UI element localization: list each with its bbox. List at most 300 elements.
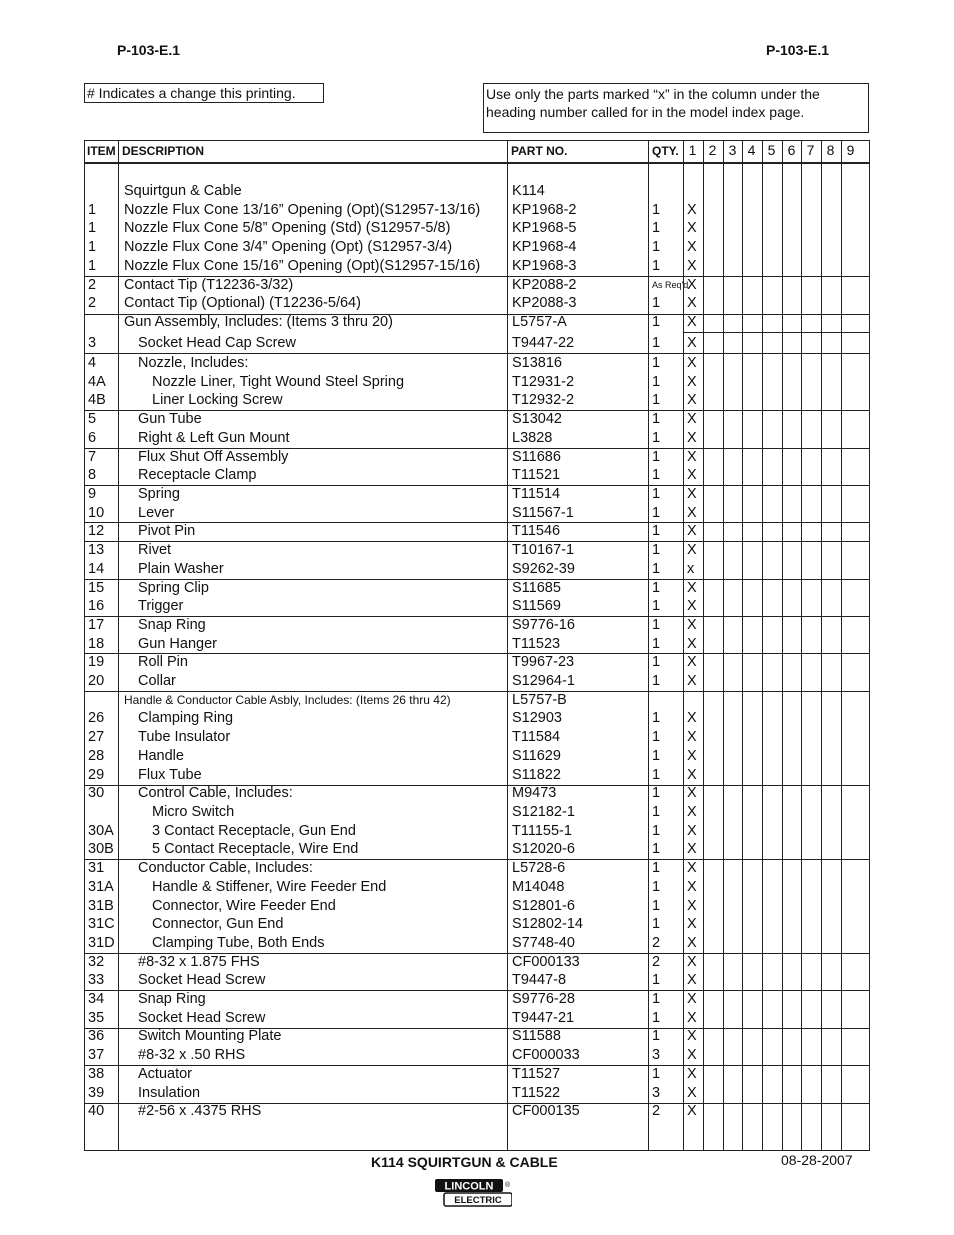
part-number: S11822 (512, 767, 561, 783)
row-divider (85, 353, 869, 354)
item-description: Insulation (138, 1085, 201, 1101)
quantity: 1 (652, 617, 661, 633)
part-number: S11567-1 (512, 505, 574, 521)
column-divider (841, 141, 842, 1150)
model-column-2: 2 (708, 142, 717, 158)
item-number: 10 (88, 505, 105, 521)
item-description: Nozzle Flux Cone 13/16” Opening (Opt)(S12957-13/16) (124, 202, 481, 218)
quantity: 1 (652, 295, 661, 311)
table-row (85, 334, 871, 353)
model-1-mark: X (687, 804, 697, 820)
table-row (85, 373, 871, 392)
item-description: Plain Washer (138, 561, 224, 577)
quantity: 1 (652, 542, 661, 558)
quantity: 1 (652, 748, 661, 764)
table-row (85, 766, 871, 785)
header-qty: QTY. (652, 144, 679, 158)
quantity: 1 (652, 239, 661, 255)
item-description: Rivet (138, 542, 172, 558)
item-number: 28 (88, 748, 105, 764)
model-1-mark: X (687, 954, 697, 970)
model-1-mark: X (687, 935, 697, 951)
row-divider (85, 276, 869, 277)
part-number: T9447-22 (512, 335, 575, 351)
model-1-mark: X (687, 636, 697, 652)
item-number: 17 (88, 617, 105, 633)
column-divider (723, 141, 724, 1150)
part-number: S9776-16 (512, 617, 575, 633)
item-description: Collar (138, 673, 176, 689)
table-row (85, 897, 871, 916)
model-1-mark: X (687, 449, 697, 465)
model-1-mark: X (687, 1047, 697, 1063)
part-number: S11588 (512, 1028, 561, 1044)
model-1-mark: X (687, 767, 697, 783)
quantity: 1 (652, 486, 661, 502)
model-1-mark: X (687, 748, 697, 764)
svg-text:LINCOLN: LINCOLN (444, 1180, 494, 1193)
part-number: T11522 (512, 1085, 561, 1101)
quantity: 1 (652, 523, 661, 539)
table-row (85, 728, 871, 747)
item-description: Spring (138, 486, 180, 502)
item-description: Control Cable, Includes: (138, 785, 293, 801)
model-column-7: 7 (806, 142, 815, 158)
quantity: 1 (652, 673, 661, 689)
item-number: 3 (88, 335, 97, 351)
quantity: As Req'd (652, 280, 689, 290)
table-row (85, 354, 871, 373)
part-number: T11523 (512, 636, 561, 652)
model-column-5: 5 (767, 142, 776, 158)
row-divider (85, 541, 869, 542)
page-code-right: P-103-E.1 (766, 42, 830, 58)
part-number: S12802-14 (512, 916, 583, 932)
quantity: 1 (652, 1066, 661, 1082)
model-1-mark: X (687, 467, 697, 483)
row-divider (85, 314, 869, 315)
model-1-mark: x (687, 561, 695, 577)
part-number: T10167-1 (512, 542, 575, 558)
column-divider (118, 141, 119, 1150)
footer-title: K114 SQUIRTGUN & CABLE (371, 1154, 558, 1170)
table-row (85, 448, 871, 467)
item-number: 6 (88, 430, 97, 446)
table-row (85, 840, 871, 859)
model-1-mark: X (687, 523, 697, 539)
quantity: 1 (652, 1028, 661, 1044)
item-number: 33 (88, 972, 105, 988)
part-number: S9262-39 (512, 561, 575, 577)
item-number: 38 (88, 1066, 105, 1082)
model-column-4: 4 (747, 142, 756, 158)
item-number: 30B (88, 841, 114, 857)
quantity: 1 (652, 879, 661, 895)
column-divider (762, 141, 763, 1150)
quantity: 3 (652, 1085, 661, 1101)
table-row (85, 429, 871, 448)
item-description: Socket Head Cap Screw (138, 335, 296, 351)
item-description: Actuator (138, 1066, 192, 1082)
item-number: 26 (88, 710, 105, 726)
column-divider (782, 141, 783, 1150)
row-divider (85, 953, 869, 954)
row-divider (85, 448, 869, 449)
svg-text:®: ® (505, 1182, 511, 1189)
table-row (85, 466, 871, 485)
item-description: Nozzle, Includes: (138, 355, 249, 371)
table-row (85, 485, 871, 504)
quantity: 1 (652, 598, 661, 614)
item-description: 3 Contact Receptacle, Gun End (152, 823, 356, 839)
part-number: L5728-6 (512, 860, 566, 876)
item-number: 16 (88, 598, 105, 614)
row-divider (85, 410, 869, 411)
model-1-mark: X (687, 654, 697, 670)
item-number: 2 (88, 295, 97, 311)
item-number: 20 (88, 673, 105, 689)
item-description: Snap Ring (138, 617, 206, 633)
item-description: Connector, Wire Feeder End (152, 898, 336, 914)
item-number: 9 (88, 486, 97, 502)
table-row (85, 616, 871, 635)
table-row (85, 219, 871, 238)
table-row (85, 1102, 871, 1121)
model-1-mark: X (687, 314, 697, 330)
item-description: #2-56 x .4375 RHS (138, 1103, 262, 1119)
quantity: 1 (652, 636, 661, 652)
model-1-mark: X (687, 823, 697, 839)
item-number: 2 (88, 277, 97, 293)
model-1-mark: X (687, 1066, 697, 1082)
quantity: 1 (652, 729, 661, 745)
part-number: T11521 (512, 467, 561, 483)
column-divider (683, 141, 684, 1150)
item-description: Conductor Cable, Includes: (138, 860, 313, 876)
item-number: 1 (88, 239, 97, 255)
table-row (85, 653, 871, 672)
table-row (85, 971, 871, 990)
item-description: Roll Pin (138, 654, 188, 670)
row-divider (85, 1028, 869, 1029)
table-row (85, 313, 871, 332)
item-number: 39 (88, 1085, 105, 1101)
row-divider (85, 616, 869, 617)
quantity: 1 (652, 654, 661, 670)
part-number: S11685 (512, 580, 561, 596)
model-1-mark: X (687, 295, 697, 311)
model-column-6: 6 (787, 142, 796, 158)
quantity: 1 (652, 804, 661, 820)
column-divider (821, 141, 822, 1150)
table-row (85, 276, 871, 295)
part-number: L5757-B (512, 692, 567, 708)
row-divider (85, 522, 869, 523)
model-1-mark: X (687, 710, 697, 726)
table-row (85, 504, 871, 523)
quantity: 1 (652, 335, 661, 351)
part-number: M9473 (512, 785, 557, 801)
row-divider-partial (683, 332, 869, 333)
item-number: 30A (88, 823, 114, 839)
quantity: 1 (652, 355, 661, 371)
quantity: 1 (652, 710, 661, 726)
item-description: Handle & Stiffener, Wire Feeder End (152, 879, 387, 895)
table-row (85, 1027, 871, 1046)
model-1-mark: X (687, 972, 697, 988)
model-1-mark: X (687, 1028, 697, 1044)
part-number: S12903 (512, 710, 562, 726)
part-number: T11546 (512, 523, 561, 539)
model-1-mark: X (687, 392, 697, 408)
svg-text:ELECTRIC: ELECTRIC (454, 1195, 502, 1206)
row-divider (85, 1065, 869, 1066)
table-row (85, 182, 871, 201)
item-number: 1 (88, 202, 97, 218)
quantity: 2 (652, 954, 661, 970)
item-description: Contact Tip (Optional) (T12236-5/64) (124, 295, 361, 311)
item-description: Socket Head Screw (138, 972, 266, 988)
item-description: Snap Ring (138, 991, 206, 1007)
table-row (85, 597, 871, 616)
model-1-mark: X (687, 505, 697, 521)
item-description: Nozzle Flux Cone 3/4” Opening (Opt) (S12957-3/4) (124, 239, 453, 255)
table-row (85, 579, 871, 598)
item-description: #8-32 x .50 RHS (138, 1047, 246, 1063)
quantity: 1 (652, 767, 661, 783)
part-number: KP1968-5 (512, 220, 577, 236)
row-divider (85, 1103, 869, 1104)
row-divider (85, 990, 869, 991)
header-divider (85, 162, 869, 164)
quantity: 1 (652, 430, 661, 446)
column-divider (703, 141, 704, 1150)
model-1-mark: X (687, 277, 697, 293)
part-number: KP1968-4 (512, 239, 577, 255)
model-1-mark: X (687, 785, 697, 801)
column-divider (801, 141, 802, 1150)
item-number: 34 (88, 991, 105, 1007)
item-number: 31D (88, 935, 115, 951)
model-1-mark: X (687, 1103, 697, 1119)
item-description: Contact Tip (T12236-3/32) (124, 277, 294, 293)
column-divider (742, 141, 743, 1150)
quantity: 1 (652, 505, 661, 521)
model-1-mark: X (687, 202, 697, 218)
model-1-mark: X (687, 729, 697, 745)
item-number: 15 (88, 580, 105, 596)
quantity: 1 (652, 449, 661, 465)
part-number: CF000133 (512, 954, 580, 970)
part-number: T12931-2 (512, 374, 575, 390)
part-number: S12801-6 (512, 898, 575, 914)
part-number: KP2088-2 (512, 277, 577, 293)
quantity: 2 (652, 1103, 661, 1119)
item-number: 35 (88, 1010, 105, 1026)
item-description: Right & Left Gun Mount (138, 430, 290, 446)
table-row (85, 878, 871, 897)
item-number: 36 (88, 1028, 105, 1044)
item-description: Pivot Pin (138, 523, 196, 539)
table-row (85, 1065, 871, 1084)
item-number: 7 (88, 449, 97, 465)
quantity: 1 (652, 467, 661, 483)
quantity: 1 (652, 374, 661, 390)
item-number: 4A (88, 374, 106, 390)
model-1-mark: X (687, 258, 697, 274)
part-number: S11686 (512, 449, 561, 465)
model-1-mark: X (687, 841, 697, 857)
item-description: Handle (138, 748, 184, 764)
quantity: 1 (652, 785, 661, 801)
quantity: 1 (652, 841, 661, 857)
item-number: 37 (88, 1047, 105, 1063)
item-number: 32 (88, 954, 105, 970)
table-row (85, 803, 871, 822)
model-column-1: 1 (688, 142, 697, 158)
table-row (85, 691, 871, 710)
table-row (85, 990, 871, 1009)
model-1-mark: X (687, 879, 697, 895)
item-description: Connector, Gun End (152, 916, 284, 932)
table-row (85, 635, 871, 654)
part-number: KP1968-3 (512, 258, 577, 274)
table-row (85, 201, 871, 220)
item-number: 5 (88, 411, 97, 427)
part-number: L3828 (512, 430, 553, 446)
item-description: Clamping Ring (138, 710, 234, 726)
model-1-mark: X (687, 239, 697, 255)
part-number: K114 (512, 183, 545, 199)
table-row (85, 1046, 871, 1065)
item-number: 31 (88, 860, 105, 876)
item-description: Lever (138, 505, 175, 521)
item-description: Gun Assembly, Includes: (Items 3 thru 20) (124, 314, 393, 330)
model-column-8: 8 (826, 142, 835, 158)
model-1-mark: X (687, 673, 697, 689)
model-1-mark: X (687, 1010, 697, 1026)
quantity: 1 (652, 411, 661, 427)
item-description: Squirtgun & Cable (124, 183, 242, 199)
model-1-mark: X (687, 355, 697, 371)
model-column-3: 3 (728, 142, 737, 158)
row-divider (85, 653, 869, 654)
part-number: S11569 (512, 598, 561, 614)
table-row (85, 747, 871, 766)
item-number: 31B (88, 898, 114, 914)
model-1-mark: X (687, 898, 697, 914)
item-description: Handle & Conductor Cable Asbly, Includes: (Items 26 thru 42) (124, 693, 451, 707)
item-description: Clamping Tube, Both Ends (152, 935, 325, 951)
item-number: 13 (88, 542, 105, 558)
item-number: 1 (88, 258, 97, 274)
table-row (85, 672, 871, 691)
table-row (85, 294, 871, 313)
item-description: Nozzle Flux Cone 15/16” Opening (Opt)(S12957-15/16) (124, 258, 481, 274)
model-1-mark: X (687, 991, 697, 1007)
table-row (85, 784, 871, 803)
item-number: 18 (88, 636, 105, 652)
header-part-no: PART NO. (511, 144, 568, 158)
model-1-mark: X (687, 1085, 697, 1101)
quantity: 1 (652, 916, 661, 932)
item-number: 31A (88, 879, 114, 895)
part-number: S7748-40 (512, 935, 575, 951)
header-description: DESCRIPTION (122, 144, 205, 158)
model-1-mark: X (687, 542, 697, 558)
table-row (85, 522, 871, 541)
item-description: Flux Tube (138, 767, 202, 783)
part-number: CF000135 (512, 1103, 580, 1119)
model-1-mark: X (687, 916, 697, 932)
quantity: 2 (652, 935, 661, 951)
row-divider (85, 579, 869, 580)
item-number: 12 (88, 523, 105, 539)
model-1-mark: X (687, 860, 697, 876)
lincoln-electric-logo (434, 1178, 512, 1208)
item-description: Spring Clip (138, 580, 209, 596)
quantity: 1 (652, 860, 661, 876)
column-divider (648, 141, 649, 1150)
quantity: 1 (652, 314, 661, 330)
parts-table (84, 140, 870, 1151)
item-description: Flux Shut Off Assembly (138, 449, 289, 465)
quantity: 1 (652, 972, 661, 988)
table-row (85, 238, 871, 257)
part-number: T9447-8 (512, 972, 567, 988)
model-1-mark: X (687, 486, 697, 502)
part-number: T11527 (512, 1066, 561, 1082)
quantity: 1 (652, 991, 661, 1007)
model-1-mark: X (687, 617, 697, 633)
item-description: Gun Tube (138, 411, 202, 427)
change-note: # Indicates a change this printing. (84, 83, 324, 103)
item-number: 4 (88, 355, 97, 371)
item-description: Receptacle Clamp (138, 467, 257, 483)
item-description: Gun Hanger (138, 636, 217, 652)
header-item: ITEM (87, 144, 116, 158)
table-row (85, 915, 871, 934)
quantity: 1 (652, 258, 661, 274)
quantity: 1 (652, 580, 661, 596)
item-description: #8-32 x 1.875 FHS (138, 954, 260, 970)
part-number: L5757-A (512, 314, 567, 330)
part-number: S13042 (512, 411, 562, 427)
item-number: 8 (88, 467, 97, 483)
table-row (85, 822, 871, 841)
row-divider (85, 485, 869, 486)
quantity: 1 (652, 392, 661, 408)
quantity: 1 (652, 823, 661, 839)
part-number: S12182-1 (512, 804, 575, 820)
part-number: M14048 (512, 879, 565, 895)
model-1-mark: X (687, 335, 697, 351)
table-row (85, 953, 871, 972)
page-code-left: P-103-E.1 (117, 42, 181, 58)
item-number: 30 (88, 785, 105, 801)
footer-date: 08-28-2007 (781, 1152, 853, 1168)
item-description: Trigger (138, 598, 184, 614)
part-number: T11514 (512, 486, 561, 502)
quantity: 1 (652, 561, 661, 577)
model-1-mark: X (687, 374, 697, 390)
item-description: 5 Contact Receptacle, Wire End (152, 841, 359, 857)
item-number: 40 (88, 1103, 105, 1119)
usage-note: Use only the parts marked “x” in the column under the heading number called for in the model index page. (483, 83, 869, 133)
table-row (85, 859, 871, 878)
item-description: Tube Insulator (138, 729, 231, 745)
table-row (85, 1084, 871, 1103)
